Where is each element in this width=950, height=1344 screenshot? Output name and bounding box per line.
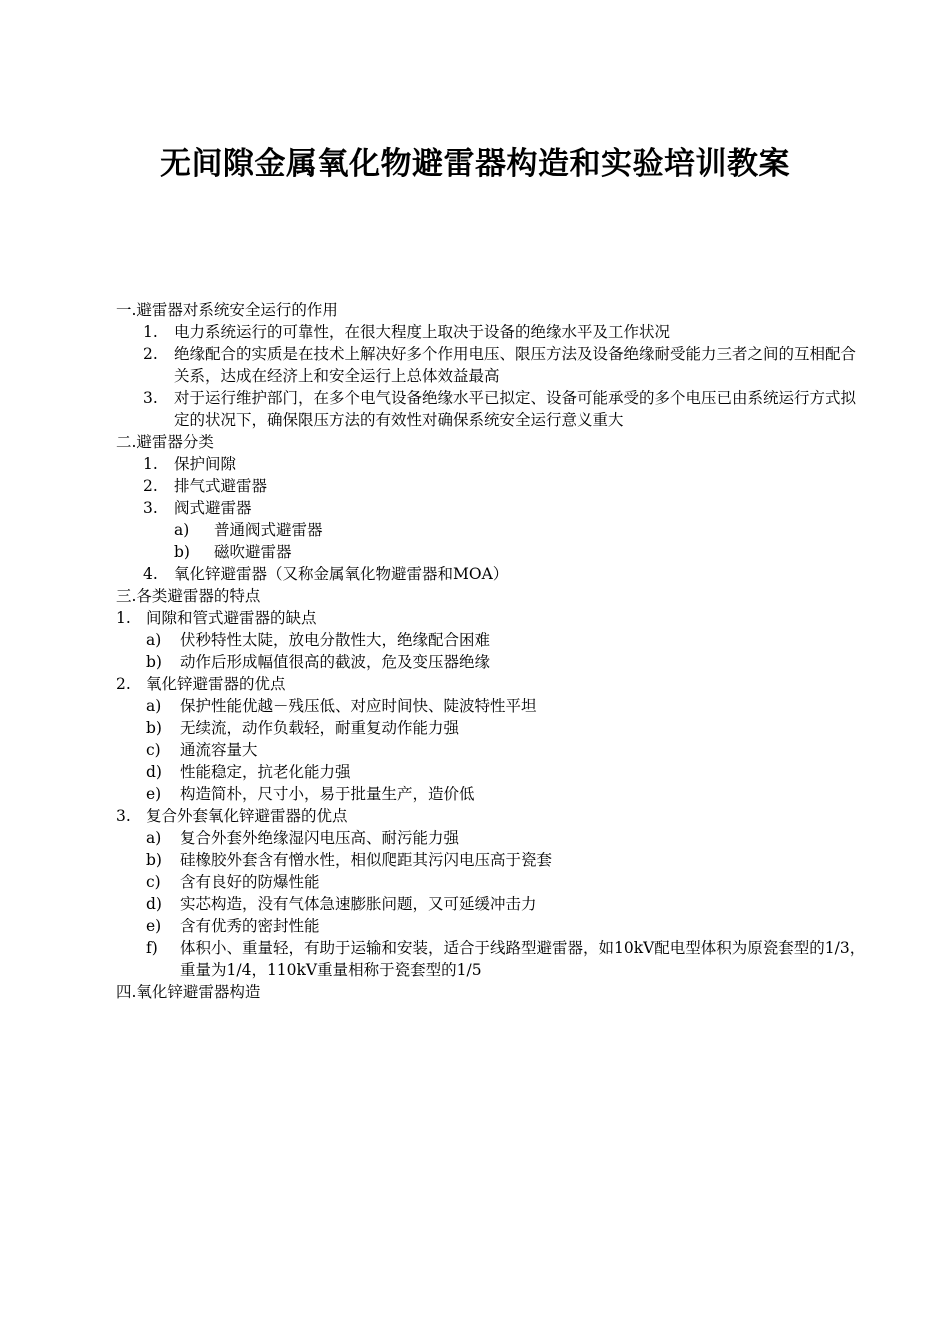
list-text: 保护间隙 [174,455,237,473]
sub-list-item [116,541,866,563]
sub-list-text: 伏秒特性太陡，放电分散性大，绝缘配合困难 [180,631,491,649]
sub-list-letter: d) [146,763,162,781]
sub-list-letter: b) [146,653,162,671]
sub-list-item [116,519,866,541]
list-text: 氧化锌避雷器的优点 [146,675,286,693]
document-body [116,299,866,1003]
section-heading-3 [116,585,866,607]
sub-list-text: 普通阀式避雷器 [214,521,323,539]
sub-list-text: 硅橡胶外套含有憎水性，相似爬距其污闪电压高于瓷套 [180,851,553,869]
sub-list-item [116,629,866,651]
sub-list-letter: b) [146,851,162,869]
sub-list-item [116,915,866,937]
sub-list-text: 构造简朴，尺寸小，易于批量生产，造价低 [180,785,475,803]
list-item [116,475,866,497]
sub-list-letter: d) [146,895,162,913]
list-number: 1. [116,609,131,627]
sub-list-item [116,871,866,893]
sub-list-item [116,937,866,981]
sub-list-letter: a) [174,521,190,539]
list-item [116,387,866,431]
sub-list-text: 实芯构造，没有气体急速膨胀问题，又可延缓冲击力 [180,895,537,913]
list-number: 2. [116,675,131,693]
sub-list-letter: a) [146,697,162,715]
list-number: 3. [143,499,158,517]
list-number: 4. [143,565,158,583]
sub-list-text: 磁吹避雷器 [214,543,292,561]
list-item [116,343,866,387]
list-text: 阀式避雷器 [174,499,252,517]
sub-list-letter: b) [174,543,190,561]
list-number: 2. [143,345,158,363]
list-item [116,805,866,827]
list-text: 排气式避雷器 [174,477,268,495]
list-text: 氧化锌避雷器（又称金属氧化物避雷器和MOA） [174,565,509,583]
sub-list-text: 通流容量大 [180,741,258,759]
sub-list-letter: a) [146,829,162,847]
section-heading-2 [116,431,866,453]
sub-list-item [116,849,866,871]
list-text: 对于运行维护部门，在多个电气设备绝缘水平已拟定、设备可能承受的多个电压已由系统运行方式拟定的状况下，确保限压方法的有效性对确保系统安全运行意义重大 [174,389,857,429]
sub-list-item [116,761,866,783]
section-heading-1 [116,299,866,321]
list-item [116,563,866,585]
sub-list-text: 保护性能优越－残压低、对应时间快、陡波特性平坦 [180,697,537,715]
sub-list-letter: f) [146,939,158,957]
list-text: 绝缘配合的实质是在技术上解决好多个作用电压、限压方法及设备绝缘耐受能力三者之间的互相配合关系，达成在经济上和安全运行上总体效益最高 [174,345,857,385]
list-text: 复合外套氧化锌避雷器的优点 [146,807,348,825]
sub-list-text: 复合外套外绝缘湿闪电压高、耐污能力强 [180,829,460,847]
list-text: 间隙和管式避雷器的缺点 [146,609,317,627]
sub-list-item [116,651,866,673]
list-item [116,321,866,343]
section-heading-text: 二.避雷器分类 [116,433,214,451]
list-item [116,453,866,475]
sub-list-text: 性能稳定，抗老化能力强 [180,763,351,781]
section-heading-text: 三.各类避雷器的特点 [116,587,261,605]
sub-list-letter: c) [146,873,161,891]
sub-list-letter: b) [146,719,162,737]
sub-list-item [116,893,866,915]
list-item [116,673,866,695]
section-heading-4 [116,981,866,1003]
sub-list-text: 动作后形成幅值很高的截波，危及变压器绝缘 [180,653,491,671]
sub-list-text: 含有优秀的密封性能 [180,917,320,935]
sub-list-item [116,739,866,761]
section-heading-text: 一.避雷器对系统安全运行的作用 [116,301,338,319]
list-number: 1. [143,455,158,473]
section-heading-text: 四.氧化锌避雷器构造 [116,983,261,1001]
list-number: 3. [116,807,131,825]
list-item [116,497,866,519]
sub-list-letter: e) [146,785,162,803]
sub-list-text: 含有良好的防爆性能 [180,873,320,891]
sub-list-item [116,717,866,739]
list-text: 电力系统运行的可靠性，在很大程度上取决于设备的绝缘水平及工作状况 [174,323,671,341]
document-title: 无间隙金属氧化物避雷器构造和实验培训教案 [160,146,790,182]
sub-list-item [116,695,866,717]
list-number: 1. [143,323,158,341]
list-number: 2. [143,477,158,495]
list-item [116,607,866,629]
sub-list-text: 无续流，动作负载轻，耐重复动作能力强 [180,719,460,737]
sub-list-text: 体积小、重量轻，有助于运输和安装，适合于线路型避雷器，如10kV配电型体积为原瓷套型的1/3，重量为1/4，110kV重量相称于瓷套型的1/5 [180,939,866,979]
sub-list-letter: c) [146,741,161,759]
sub-list-letter: a) [146,631,162,649]
sub-list-letter: e) [146,917,162,935]
sub-list-item [116,783,866,805]
sub-list-item [116,827,866,849]
list-number: 3. [143,389,158,407]
